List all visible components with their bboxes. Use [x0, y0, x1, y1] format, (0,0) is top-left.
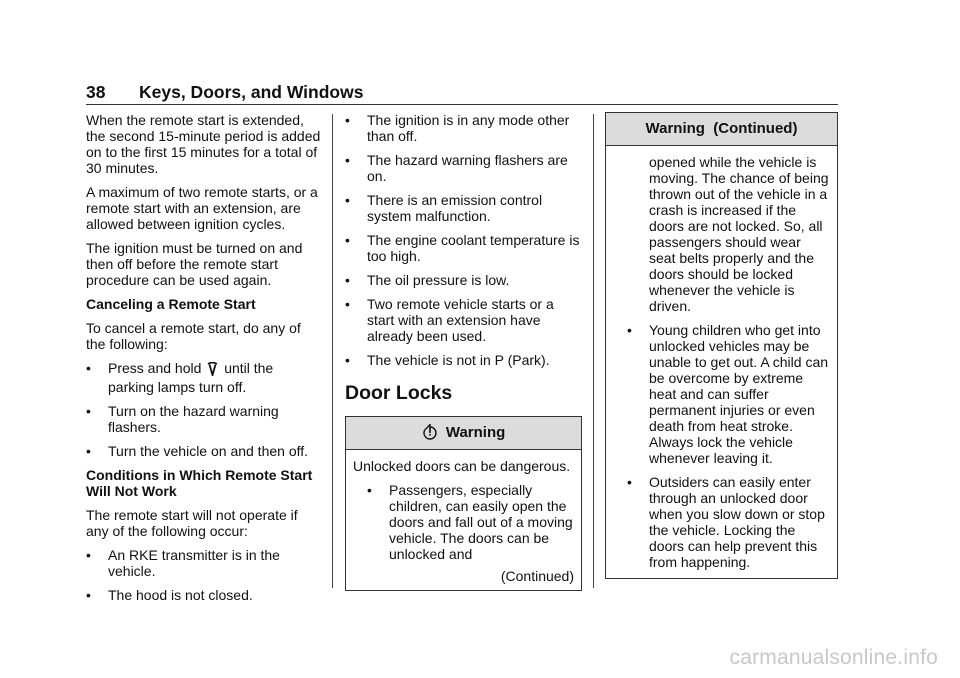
paragraph: To cancel a remote start, do any of the following: — [86, 320, 301, 352]
bullet: • — [345, 192, 350, 208]
subheading-canceling: Canceling a Remote Start — [86, 296, 256, 312]
list-item — [345, 272, 582, 288]
list-item-text: The engine coolant temperature is too high. — [367, 232, 580, 264]
column-3 — [605, 112, 838, 579]
header-rule — [86, 104, 838, 105]
bullet: • — [345, 112, 350, 128]
list-item — [86, 360, 322, 395]
warning-box-continued — [605, 112, 838, 579]
warning-title: Warning — [445, 424, 506, 441]
list-item — [353, 482, 574, 562]
warning-header — [346, 417, 581, 450]
bullet: • — [367, 482, 372, 498]
list-item-text: The ignition is in any mode other than off. — [367, 112, 570, 144]
list-item-text: Press and hold — [108, 360, 202, 376]
list-item — [345, 152, 582, 184]
list-item-text: Two remote vehicle starts or a start with an extension have already been used. — [367, 296, 554, 344]
list-item — [86, 587, 322, 603]
list-item-text: Outsiders can easily enter through an unlocked door when you slow down or stop the vehicle. Locking the doors can help prevent this from happening. — [649, 474, 825, 570]
paragraph: When the remote start is extended, the second 15-minute period is added on to the first 15 minutes for a total of 30 minutes. — [86, 112, 321, 176]
bullet: • — [345, 232, 350, 248]
subheading-conditions: Conditions in Which Remote Start Will Not Work — [86, 467, 313, 499]
bullet: • — [345, 352, 350, 368]
warning-continued-body — [606, 146, 837, 578]
column-2 — [345, 112, 582, 591]
warning-body — [346, 450, 581, 590]
list-item-text: Turn the vehicle on and then off. — [108, 443, 309, 459]
list-item-text: Passengers, especially children, can easily open the doors and fall out of a moving vehicle. The doors can be unlocked and — [389, 482, 573, 562]
warning-box — [345, 416, 582, 591]
list-item — [613, 474, 830, 570]
list-item — [345, 296, 582, 344]
bullet: • — [86, 587, 91, 603]
list-item-text: Turn on the hazard warning flashers. — [108, 403, 279, 435]
list-item-text: The hazard warning flashers are on. — [367, 152, 568, 184]
warning-continued-header: Warning (Continued) — [606, 113, 837, 146]
continued-label: (Continued) — [500, 568, 574, 584]
list-item-text: An RKE transmitter is in the vehicle. — [108, 547, 280, 579]
list-item-text: There is an emission control system malfunction. — [367, 192, 543, 224]
column-divider-2 — [593, 114, 594, 588]
paragraph: A maximum of two remote starts, or a remote start with an extension, are allowed between ignition cycles. — [86, 184, 318, 232]
list-item — [86, 403, 322, 435]
list-item — [345, 232, 582, 264]
bullet: • — [627, 474, 632, 490]
warning-intro: Unlocked doors can be dangerous. — [353, 458, 571, 474]
continued-text: opened while the vehicle is moving. The chance of being thrown out of the vehicle in a crash is increased if the doors are not locked. So, all passengers should wear seat belts properly and the doors should be locked whenever the vehicle is driven. — [649, 154, 829, 314]
paragraph: The remote start will not operate if any of the following occur: — [86, 507, 298, 539]
list-item — [345, 352, 582, 368]
bullet: • — [345, 152, 350, 168]
list-item-text: until the parking lamps turn off. — [108, 360, 274, 395]
column-divider-1 — [332, 114, 333, 588]
list-item-text: The vehicle is not in P (Park). — [367, 352, 550, 368]
bullet: • — [345, 296, 350, 312]
bullet: • — [86, 443, 91, 459]
list-item-text: The hood is not closed. — [108, 587, 253, 603]
page-number: 38 — [86, 82, 106, 102]
bullet: • — [86, 360, 91, 376]
bullet: • — [345, 272, 350, 288]
section-title-door-locks: Door Locks — [345, 382, 453, 404]
remote-start-icon — [206, 362, 219, 379]
list-item — [613, 322, 830, 466]
page-header — [86, 82, 838, 104]
list-item-text: The oil pressure is low. — [367, 272, 510, 288]
bullet: • — [627, 322, 632, 338]
watermark: carmanualsonline.info — [729, 646, 938, 669]
list-item — [86, 547, 322, 579]
paragraph: The ignition must be turned on and then off before the remote start procedure can be used again. — [86, 240, 303, 288]
page-title: Keys, Doors, and Windows — [139, 82, 364, 102]
column-1 — [86, 112, 322, 611]
warning-icon — [422, 420, 438, 452]
bullet: • — [86, 547, 91, 563]
bullet: • — [86, 403, 91, 419]
list-item — [86, 443, 322, 459]
list-item-text: Young children who get into unlocked vehicles may be unable to get out. A child can be overcome by extreme heat and can suffer permanent injuries or even death from heat stroke. Always lock the vehicle whenever leaving it. — [649, 322, 829, 466]
list-item — [345, 112, 582, 144]
list-item — [345, 192, 582, 224]
